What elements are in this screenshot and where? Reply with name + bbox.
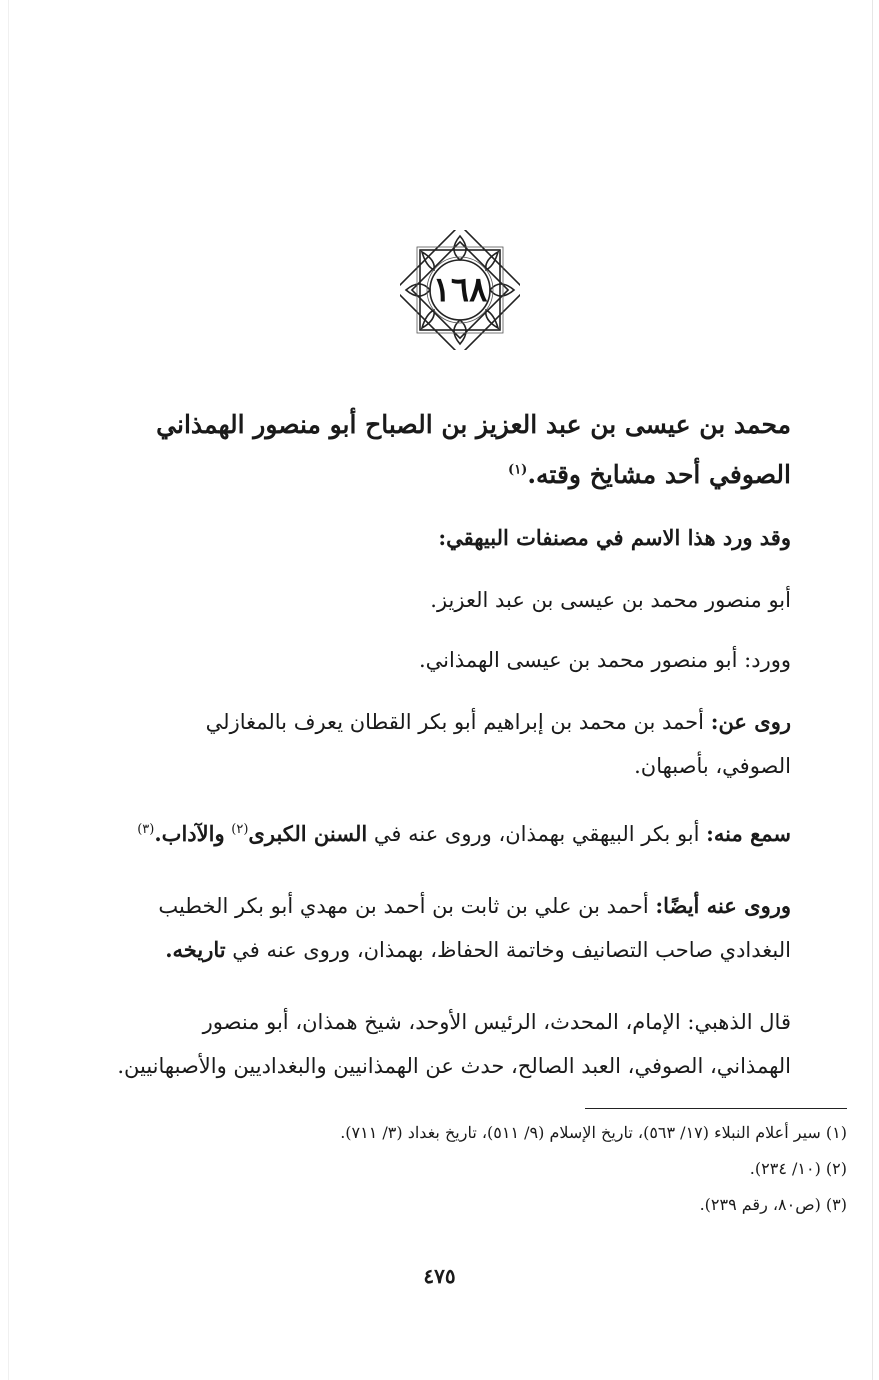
heard-from-him-text: أبو بكر البيهقي بهمذان، وروى عنه في (373, 822, 700, 846)
entry-number-emblem (400, 230, 520, 350)
book-title-tarikh: تاريخه. (165, 937, 226, 962)
entry-title-text: الصوفي أحد مشايخ وقته. (527, 460, 791, 489)
scan-edge-right (872, 0, 873, 1380)
footnote-separator (585, 1108, 847, 1109)
conjunction: و (214, 821, 225, 846)
name-form-1: أبو منصور محمد بن عيسى بن عبد العزيز. (430, 588, 791, 612)
name-form-2: وورد: أبو منصور محمد بن عيسى الهمذاني. (418, 648, 791, 672)
footnote-ref-2: (٢) (231, 822, 249, 837)
footnote-ref-1: (١) (508, 462, 528, 478)
footnote-2: (٢) (١٠/ ٢٣٤). (749, 1159, 847, 1178)
heard-from-him-line (78, 812, 791, 856)
also-narrated-line-2 (78, 928, 791, 972)
heard-from-him-label: سمع منه: (706, 821, 791, 846)
also-narrated-line-1 (78, 884, 791, 928)
narrated-from-line-1 (78, 700, 791, 744)
page-number: ٤٧٥ (423, 1264, 456, 1288)
footnote-1: (١) سير أعلام النبلاء (١٧/ ٥٦٣)، تاريخ الإسلام (٩/ ٥١١)، تاريخ بغداد (٣/ ٧١١). (340, 1123, 847, 1142)
narrated-from-line-2: الصوفي، بأصبهان. (634, 754, 791, 778)
entry-title-line-1: محمد بن عيسى بن عبد العزيز بن الصباح أبو منصور الهمذاني (156, 410, 791, 439)
book-title-sunan: السنن الكبرى (248, 821, 368, 846)
entry-title-line-2 (78, 450, 791, 500)
intro-line: وقد ورد هذا الاسم في مصنفات البيهقي: (438, 525, 791, 550)
dhahabi-line-1: قال الذهبي: الإمام، المحدث، الرئيس الأوحد، شيخ همذان، أبو منصور (202, 1010, 791, 1034)
footnote-ref-3: (٣) (137, 822, 155, 837)
book-title-adab: الآداب. (154, 821, 215, 846)
dhahabi-line-2: الهمذاني، الصوفي، العبد الصالح، حدث عن الهمذانيين والبغداديين والأصبهانيين. (117, 1054, 791, 1078)
narrated-from-text: أحمد بن محمد بن إبراهيم أبو بكر القطان يعرف بالمغازلي (205, 710, 704, 734)
also-narrated-text: أحمد بن علي بن ثابت بن أحمد بن مهدي أبو بكر الخطيب (158, 894, 649, 918)
also-narrated-label: وروى عنه أيضًا: (655, 893, 791, 918)
scan-edge-left (8, 0, 9, 1380)
also-narrated-text-2: البغدادي صاحب التصانيف وخاتمة الحفاظ، بهمذان، وروى عنه في (232, 938, 791, 962)
narrated-from-label: روى عن: (710, 709, 791, 734)
entry-number: ١٦٨ (432, 270, 488, 310)
footnote-3: (٣) (ص٨٠، رقم ٢٣٩). (699, 1195, 847, 1214)
